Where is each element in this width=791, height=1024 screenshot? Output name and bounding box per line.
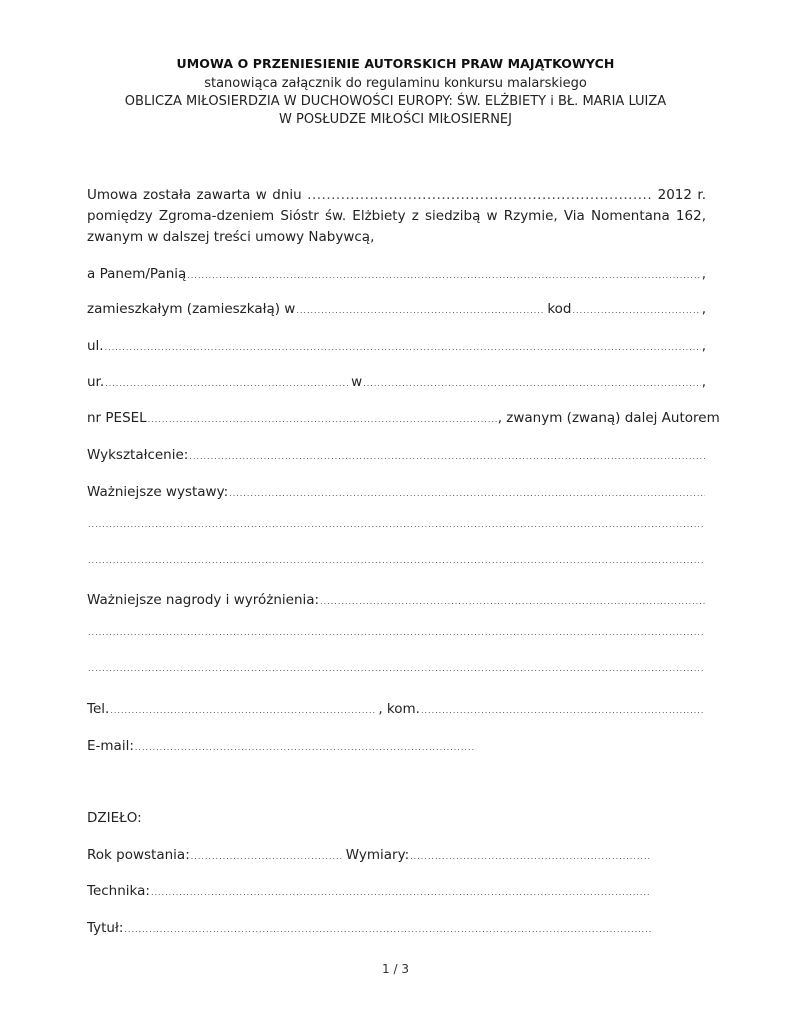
wyksztalcenie-label: Wykształcenie: xyxy=(87,447,189,463)
ur-label: ur. xyxy=(87,374,105,390)
tel-field[interactable] xyxy=(110,706,375,715)
intro-text-start: Umowa została zawarta w dniu xyxy=(87,187,302,203)
w-field[interactable] xyxy=(363,379,700,388)
zamieszkalym-label: zamieszkałym (zamieszkałą) w xyxy=(87,301,296,317)
ul-field[interactable] xyxy=(105,343,701,352)
page-number: 1 / 3 xyxy=(382,962,409,976)
row-nagrody-3 xyxy=(87,664,706,682)
panem-field[interactable] xyxy=(187,271,700,280)
nagrody-field[interactable] xyxy=(320,597,705,606)
wymiary-field[interactable] xyxy=(410,852,651,861)
document-header xyxy=(0,56,791,129)
subtitle-line-1: stanowiąca załącznik do regulaminu konkursu malarskiego xyxy=(204,76,587,91)
wystawy-field-line-2[interactable] xyxy=(88,520,705,529)
technika-field[interactable] xyxy=(151,888,651,897)
pesel-tail: , zwanym (zwaną) dalej Autorem xyxy=(497,410,720,426)
row-email xyxy=(87,738,477,756)
row-wystawy xyxy=(87,484,706,502)
rok-label: Rok powstania: xyxy=(87,847,190,863)
technika-label: Technika: xyxy=(87,883,150,899)
row-wystawy-3 xyxy=(87,556,706,574)
wystawy-field-line-3[interactable] xyxy=(88,556,705,565)
row-ur xyxy=(87,374,706,392)
kom-label: , kom. xyxy=(378,701,420,717)
tel-label: Tel. xyxy=(87,701,110,717)
wyksztalcenie-field[interactable] xyxy=(189,452,705,461)
pesel-label: nr PESEL xyxy=(87,410,147,426)
row-ul xyxy=(87,338,706,356)
row-nagrody-2 xyxy=(87,628,706,646)
subtitle-line-3: W POSŁUDZE MIŁOŚCI MIŁOSIERNEJ xyxy=(279,112,512,127)
comma: , xyxy=(701,374,706,390)
kom-field[interactable] xyxy=(421,706,705,715)
kod-label: kod xyxy=(547,301,572,317)
pesel-field[interactable] xyxy=(148,415,497,424)
row-rok xyxy=(87,847,652,865)
nagrody-field-line-2[interactable] xyxy=(88,628,705,637)
kod-field[interactable] xyxy=(573,306,701,315)
row-panem xyxy=(87,266,706,284)
tytul-label: Tytuł: xyxy=(87,920,124,936)
panem-label: a Panem/Panią xyxy=(87,266,187,282)
comma: , xyxy=(701,301,706,317)
intro-text-end: 2012 r. pomiędzy Zgroma-dzeniem Sióstr św. Elżbiety z siedzibą w Rzymie, Via Nomentana 162, zwanym w dalszej treści umowy Nabywcą, xyxy=(87,187,707,245)
nagrody-label: Ważniejsze nagrody i wyróżnienia: xyxy=(87,592,320,608)
wymiary-label: Wymiary: xyxy=(345,847,410,863)
intro-paragraph xyxy=(87,185,706,248)
tytul-field[interactable] xyxy=(124,925,651,934)
comma: , xyxy=(701,338,706,354)
row-dzielo xyxy=(87,810,706,828)
nagrody-field-line-3[interactable] xyxy=(88,664,705,673)
zamieszkalym-field[interactable] xyxy=(296,306,544,315)
document-title: UMOWA O PRZENIESIENIE AUTORSKICH PRAW MAJĄTKOWYCH xyxy=(176,56,615,71)
dzielo-heading: DZIEŁO: xyxy=(87,810,142,826)
row-wyksztalcenie xyxy=(87,447,706,465)
subtitle-line-2: OBLICZA MIŁOSIERDZIA W DUCHOWOŚCI EUROPY: ŚW. ELŻBIETY i BŁ. MARIA LUIZA xyxy=(124,94,667,109)
wystawy-field[interactable] xyxy=(229,489,705,498)
row-tytul xyxy=(87,920,652,938)
row-zamieszkalym xyxy=(87,301,706,319)
ur-field[interactable] xyxy=(105,379,348,388)
rok-field[interactable] xyxy=(191,852,343,861)
row-technika xyxy=(87,883,652,901)
ul-label: ul. xyxy=(87,338,104,354)
comma: , xyxy=(701,266,706,282)
w-label: w xyxy=(351,374,363,390)
wystawy-label: Ważniejsze wystawy: xyxy=(87,484,229,500)
date-field[interactable]: ........................................................................ xyxy=(307,187,653,203)
row-nagrody xyxy=(87,592,706,610)
email-field[interactable] xyxy=(135,743,476,752)
row-tel xyxy=(87,701,706,719)
row-wystawy-2 xyxy=(87,520,706,538)
row-pesel xyxy=(87,410,720,428)
email-label: E-mail: xyxy=(87,738,134,754)
